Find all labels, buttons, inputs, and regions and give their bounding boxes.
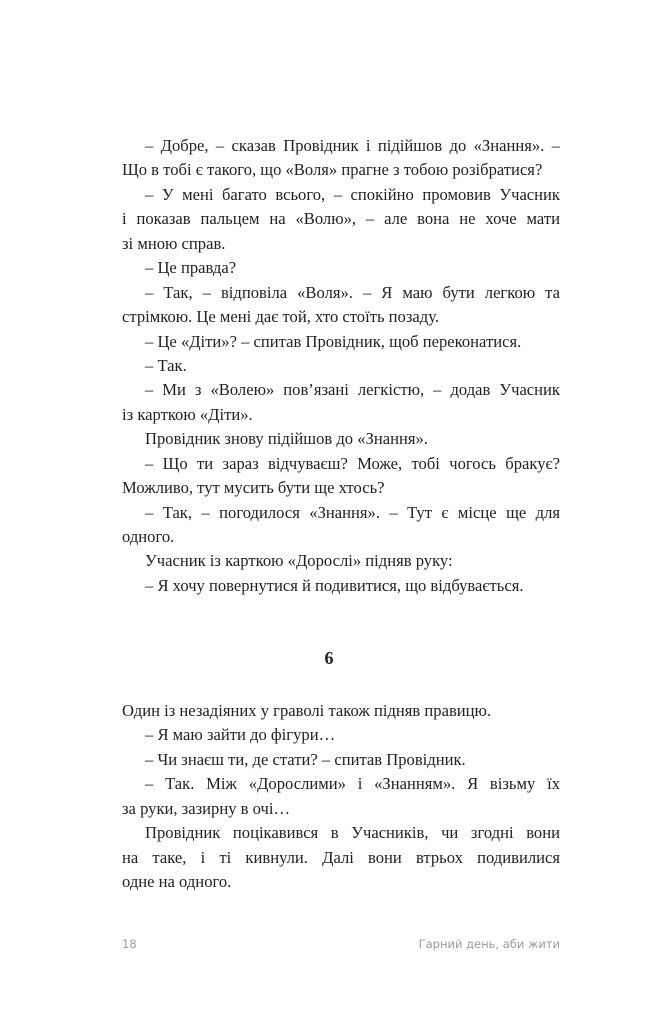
text-line: стрімкою. Це мені дає той, хто стоїть позаду.: [122, 307, 439, 327]
text-line: Можливо, тут мусить бути ще хтось?: [122, 478, 385, 498]
text-line: – У мені багато всього, – спокійно промовив Учасник: [145, 184, 560, 204]
paragraph: [122, 574, 560, 598]
paragraph: [122, 723, 560, 747]
text-line: Учасник із карткою «Дорослі» підняв руку:: [145, 551, 453, 571]
paragraph: [122, 549, 560, 573]
text-line: – Так.: [145, 355, 187, 375]
paragraph: [122, 330, 560, 354]
paragraph: [122, 354, 560, 378]
text-line: Провідник знову підійшов до «Знання».: [145, 429, 428, 449]
paragraph: [122, 378, 560, 427]
paragraph: [122, 699, 560, 723]
text-line: – Так. Між «Дорослими» і «Знанням». Я візьму їх: [145, 774, 560, 794]
text-block-chapter-6: [122, 699, 560, 895]
paragraph: [122, 821, 560, 894]
text-line: – Я маю зайти до фігури…: [145, 725, 336, 745]
paragraph: [122, 256, 560, 280]
text-line: – Я хочу повернутися й подивитися, що відбувається.: [145, 575, 524, 595]
text-line: – Так, – відповіла «Воля». – Я маю бути легкою та: [145, 282, 560, 302]
text-line: Що в тобі є такого, що «Воля» прагне з тобою розібратися?: [122, 160, 543, 180]
text-line: на таке, і ті кивнули. Далі вони втрьох подивилися: [122, 847, 560, 867]
text-line: одне на одного.: [122, 872, 232, 892]
paragraph: [122, 281, 560, 330]
paragraph: [122, 183, 560, 256]
text-line: – Чи знаєш ти, де стати? – спитав Провідник.: [145, 749, 466, 769]
paragraph: [122, 748, 560, 772]
text-line: – Це правда?: [145, 258, 237, 278]
text-line: за руки, зазирну в очі…: [122, 798, 291, 818]
paragraph: [122, 134, 560, 183]
paragraph: [122, 452, 560, 501]
paragraph: [122, 501, 560, 550]
text-line: – Добре, – сказав Провідник і підійшов до «Знання». –: [145, 136, 560, 155]
text-line: зі мною справ.: [122, 233, 226, 253]
running-title: Гарний день, аби жити: [418, 937, 560, 951]
text-line: – Ми з «Волею» пов’язані легкістю, – додав Учасник: [145, 380, 560, 400]
text-line: і показав пальцем на «Волю», – але вона не хоче мати: [122, 209, 560, 229]
text-line: – Що ти зараз відчуваєш? Може, тобі чогось бракує?: [145, 453, 560, 473]
text-line: Один із незадіяних у граволі також підняв правицю.: [122, 701, 492, 720]
chapter-number: 6: [324, 648, 334, 668]
text-block-before-chapter: [122, 134, 560, 598]
paragraph: [122, 772, 560, 821]
text-line: одного.: [122, 527, 175, 546]
text-line: – Це «Діти»? – спитав Провідник, щоб переконатися.: [145, 331, 522, 351]
text-line: – Так, – погодилося «Знання». – Тут є місце ще для: [145, 502, 560, 522]
page-number: 18: [122, 937, 137, 951]
text-line: Провідник поцікавився в Учасників, чи згодні вони: [145, 823, 560, 843]
paragraph: [122, 427, 560, 451]
text-line: із карткою «Діти».: [122, 404, 253, 424]
